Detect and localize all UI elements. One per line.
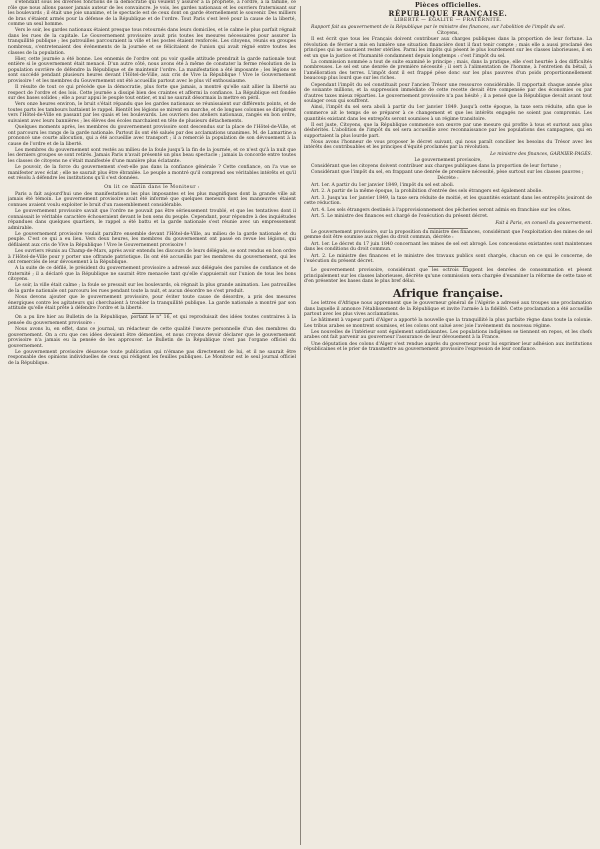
report-paragraph: Ainsi, l'impôt du sel sera aboli à partir du 1er janvier 1849. Jusqu'à cette époque, la taxe sera réduite, afin que le commerce ait le temps de se préparer à ce changement et que les intérêts engagés ne soient pas compromis. Les quantités existant dans les entrepôts seront soumises à un régime transitoire. — [304, 105, 592, 122]
bulletin-paragraph: Le gouvernement provisoire désavoue toute publication qui n'émane pas directement de lui, et il ne saurait être responsable des opinions individuelles de ceux qui rédigent les feuilles publiques. Le Moniteur est le seul journal officiel de la République. — [8, 349, 296, 366]
decree-decree: Décrète : — [437, 176, 459, 182]
body-paragraph: Il résulte de tout ce qui précède que la démocratie, plus forte que jamais, a montré qu'elle sait allier la liberté au respect de l'ordre et des lois. Cette journée a dissipé bien des craintes et affermi la confiance. La République est fondée sur des bases solides ; elle a pour appui le peuple tout entier, et nul ne saurait désormais la mettre en péril. — [8, 84, 296, 102]
report-paragraph: Il est juste, Citoyens, que la République commence son œuvre par une mesure qui profite à tous et surtout aux plus déshérités. L'abolition de l'impôt du sel sera accueillie avec reconnaissance par les populations des campagnes, qui en supportaient la plus lourde part. — [304, 122, 592, 139]
decree2-article: Art. 1er. Le décret du 17 juin 1840 concernant les mines de sel est abrogé. Les concessions existantes sont maintenues dans les conditions du droit commun. — [304, 241, 592, 253]
body-paragraph: Quelques moments après, les membres du gouvernement provisoire sont descendus sur la place de l'Hôtel-de-Ville, et ont parcouru les rangs de la garde nationale. Partout ils ont été salués par des acclamations unanimes. M. de Lamartine a prononcé une courte allocution, qui a été accueillie avec transport ; il a remercié la population de son dévouement à la cause de l'ordre et de la liberté. — [8, 125, 296, 147]
decree-article: Art. 3. Jusqu'au 1er janvier 1849, la taxe sera réduite de moitié, et les quantités existant dans les entrepôts jouiront de cette réduction. — [304, 195, 592, 207]
section-divider — [428, 228, 468, 229]
report-paragraph: Il est écrit que tous les Français doivent contribuer aux charges publiques dans la proportion de leur fortune. La révolution de février a mis en lumière une situation financière dont il faut tenir compte ; mais elle a aussi proclamé des principes qui ne sauraient rester stériles. Parmi les impôts qui pèsent le plus lourdement sur les classes laborieuses, il en est un que la justice et l'humanité condamnent depuis longtemps : c'est l'impôt du sel. — [304, 37, 592, 59]
moniteur-paragraph: Paris a fait aujourd'hui une des manifestations les plus imposantes et les plus magnifiques dont la grande ville ait jamais été témoin. Le gouvernement provisoire avait été informé que quelques meneurs dont les manœuvres étaient connues avaient voulu exploiter le bruit d'un rassemblement considérable. — [8, 191, 296, 208]
moniteur-paragraph: Le gouvernement provisoire voulait paraître ensemble devant l'Hôtel-de-Ville, au milieu de la garde nationale et du peuple. C'est ce qui a eu lieu. Vers deux heures, les membres du gouvernement ont passé en revue les légions, qui défilaient aux cris de Vive la République ! Vive le Gouvernement provisoire ! — [8, 231, 296, 248]
body-paragraph: Vers le soir, les gardes nationaux étaient presque tous retournés dans leurs domiciles, et le calme le plus parfait régnait dans les rues de la capitale. Le Gouvernement provisoire avait pris toutes les mesures nécessaires pour assurer la tranquillité publique ; les patrouilles parcouraient la ville et les postes étaient renforcés. Les citoyens, réunis en groupes nombreux, s'entretenaient des événements de la journée et se félicitaient de l'union qui avait régné entre toutes les classes de la population. — [8, 28, 296, 56]
salutation: Citoyens, — [437, 30, 459, 36]
report-title: Rapport fait au gouvernement de la République par le ministre des finances, sur l'abolition de l'impôt du sel. — [311, 24, 566, 30]
decree-article: Art. 4. Les sels étrangers destinés à l'approvisionnement des pêcheries seront admis en franchise sur les côtes. — [311, 207, 572, 213]
decree2-article: Art. 2. Le ministre des finances et le ministre des travaux publics sont chargés, chacun en ce qui le concerne, de l'exécution du présent décret. — [304, 253, 592, 265]
decree-article: Art. 5. Le ministre des finances est chargé de l'exécution du présent décret. — [311, 214, 489, 220]
decree-considering: Considérant que l'impôt du sel, en frappant une denrée de première nécessité, pèse surtout sur les classes pauvres ; — [311, 169, 584, 175]
right-column — [304, 0, 592, 849]
body-paragraph: Les membres du gouvernement sont restés au milieu de la foule jusqu'à la fin de la journée, et ce n'est qu'à la nuit que les derniers groupes se sont retirés. Jamais Paris n'avait présenté un plus beau spectacle ; jamais la concorde entre toutes les classes de citoyens ne s'était manifestée d'une manière plus éclatante. — [8, 147, 296, 164]
top-paragraph: s'étendant sous les diverses fonctions de la démocratie qui veulent y assurer à la propriété, à l'ordre, à la famille, ce rôle que nous allons passer jamais auteur de les convaincre. Je vois, les gardes nationaux et les ouvriers fraternisant sur les boulevards ; il était une joie unanime, et le spectacle est de ceux dont on garde éternellement le souvenir. Des milliers de bras s'étaient armés pour la défense de la République et de l'ordre. Tout Paris s'est levé pour la cause de la liberté, comme un seul homme. — [8, 0, 296, 28]
report-paragraph: Cependant l'impôt du sel constituait pour l'ancien Trésor une ressource considérable. Il rapportait chaque année plus de soixante millions, et la suppression immédiate de cette recette devait être compensée par des économies ou par d'autres taxes mieux réparties. Le gouvernement provisoire n'a pas hésité ; il a pensé que la République devait avant tout soulager ceux qui souffrent. — [304, 82, 592, 105]
bulletin-intro: On a pu lire hier au Bulletin de la République, portant le n° 16, et qui reproduisait des idées toutes contraires à la pensée du gouvernement provisoire : — [8, 315, 296, 326]
moniteur-paragraph: Le gouvernement provisoire savait que l'ordre ne pouvait pas être sérieusement troublé, et que les tentatives dont il connaissait le véritable caractère échoueraient devant le bon sens du peuple. Cependant, pour répondre à des inquiétudes répandues dans quelques quartiers, le rappel a été battu et la garde nationale s'est réunie avec un empressement admirable. — [8, 208, 296, 231]
moniteur-paragraph: Nous devons ajouter que le gouvernement provisoire, pour éviter toute cause de désordre, a pris des mesures énergiques contre les agitateurs qui cherchaient à troubler la tranquillité publique. La garde nationale a montré par son attitude qu'elle était prête à défendre l'ordre et la liberté. — [8, 295, 296, 312]
body-paragraph: Hier, cette journée a été bonne. Les ennemis de l'ordre ont pu voir quelle attitude prendrait la garde nationale tout entière si le gouvernement était menacé. D'un autre côté, nous avons été à même de constater la ferme résolution de la population ouvrière de défendre la République et de maintenir l'ordre. La manifestation a été imposante ; les légions se sont succédé pendant plusieurs heures devant l'Hôtel-de-Ville, aux cris de Vive la République ! Vive le Gouvernement provisoire ! et les membres du Gouvernement ont été accueillis partout avec le plus vif enthousiasme. — [8, 56, 296, 84]
left-column — [8, 0, 296, 849]
decree2-paragraph: Le gouvernement provisoire, sur la proposition du ministre des finances, considérant que l'exploitation des mines de sel gemme doit être soumise aux règles du droit commun, décrète : — [304, 229, 592, 241]
section-divider — [132, 313, 172, 314]
africa-paragraph: Une députation des colons d'Alger s'est rendue auprès du gouverneur pour lui exprimer leur adhésion aux institutions républicaines et le prier de transmettre au gouvernement provisoire l'expression de leur confiance. — [304, 341, 592, 353]
moniteur-paragraph: A la suite de ce défilé, le président du gouvernement provisoire a adressé aux délégués des paroles de confiance et de fraternité ; il a déclaré que la République ne saurait être menacée tant qu'elle s'appuierait sur l'union de tous les bons citoyens. — [8, 266, 296, 283]
decree-considering: Considérant que les citoyens doivent contribuer aux charges publiques dans la proportion de leur fortune ; — [311, 163, 561, 169]
report-paragraph: La commission nommée a tout de suite examiné le principe ; mais, dans la pratique, elle s'est heurtée à des difficultés nombreuses. Le sel est une denrée de première nécessité ; il sert à l'alimentation de l'homme, à l'entretien du bétail, à l'amélioration des terres. L'impôt dont il est frappé pèse donc sur les plus pauvres d'un poids proportionnellement beaucoup plus lourd que sur les riches. — [304, 59, 592, 82]
motto: LIBERTÉ — ÉGALITÉ — FRATERNITÉ. — [394, 18, 502, 24]
africa-paragraph: Le bâtiment à vapeur parti d'Alger a apporté la nouvelle que la tranquillité la plus parfaite règne dans toute la colonie. Les tribus arabes se montrent soumises, et les colons ont salué avec joie l'avènement du nouveau régime. — [304, 318, 592, 329]
decree-intro: Le gouvernement provisoire, — [414, 157, 482, 163]
decree3-paragraph: Le gouvernement provisoire, considérant que les octrois frappent les denrées de consommation et pèsent principalement sur les classes laborieuses, décrète qu'une commission sera chargée d'examiner la réforme de cette taxe et d'en présenter les bases dans le plus bref délai. — [304, 268, 592, 285]
body-paragraph: Vers onze heures environ, le bruit s'était répandu que les gardes nationaux se réunissaient sur différents points, et de toutes parts les tambours battaient le rappel. Bientôt les légions se mirent en marche, et de longues colonnes se dirigèrent vers l'Hôtel-de-Ville en passant par les quais et les boulevards. Les ouvriers des ateliers nationaux, rangés en bon ordre, suivaient avec leurs bannières ; les élèves des écoles marchaient en tête de plusieurs détachements. — [8, 102, 296, 124]
africa-paragraph: Les lettres d'Afrique nous apprennent que le gouverneur général de l'Algérie a adressé aux troupes une proclamation dans laquelle il annonce l'établissement de la République et invite l'armée à la fidélité. Cette proclamation a été accueillie partout avec les plus vives acclamations. — [304, 301, 592, 318]
section-divider — [132, 183, 172, 184]
decree-article: Art. 2. A partir de la même époque, la prohibition d'entrée des sels étrangers est également abolie. — [311, 189, 543, 195]
decree-article: Art. 1er. A partir du 1er janvier 1849, l'impôt du sel est aboli. — [311, 182, 455, 188]
report-signature: Le ministre des finances, GARNIER-PAGÈS. — [490, 151, 592, 157]
column-divider — [300, 6, 301, 845]
body-paragraph: Le pouvoir, de la force du gouvernement s'est-elle pas dans la confiance générale ? Cette confiance, on l'a vue se manifester avec éclat ; elle ne saurait plus être ébranlée. Le peuple a montré qu'il comprend ses véritables intérêts et qu'il est résolu à défendre les institutions qu'il s'est données. — [8, 165, 296, 182]
report-paragraph: Nous avons l'honneur de vous proposer le décret suivant, qui nous paraît concilier les besoins du Trésor avec les intérêts des contribuables et les principes d'équité proclamés par la révolution. — [304, 139, 592, 151]
bulletin-paragraph: Nous avons lu, en effet, dans ce journal, un rédacteur de cette qualité l'œuvre personnelle d'un des membres du gouvernement. On a cru que ces idées devaient être démenties, et nous croyons devoir déclarer que le gouvernement provisoire n'a jamais eu la pensée de les approuver. Le Bulletin de la République n'est pas l'organe officiel du gouvernement. — [8, 326, 296, 349]
moniteur-paragraph: Le soir, la ville était calme ; la foule se pressait sur les boulevards, où régnait la plus grande animation. Les patrouilles de la garde nationale ont parcouru les rues pendant toute la nuit, et aucun désordre ne s'est produit. — [8, 283, 296, 295]
republic-heading: RÉPUBLIQUE FRANÇAISE. — [388, 8, 508, 18]
africa-paragraph: Les nouvelles de l'intérieur sont également satisfaisantes. Les populations indigènes se tiennent en repos, et les chefs arabes ont fait parvenir au gouverneur l'assurance de leur dévouement à la France. — [304, 329, 592, 341]
section-heading: On lit ce matin dans le Moniteur : — [104, 185, 200, 191]
africa-heading: Afrique française. — [392, 287, 504, 301]
official-heading: Pièces officielles. — [414, 2, 482, 9]
decree-signature: Fait à Paris, en conseil du gouvernement. — [495, 220, 592, 226]
section-divider — [428, 266, 468, 267]
moniteur-paragraph: Les ouvriers réunis au Champ-de-Mars, après avoir entendu les discours de leurs délégués, se sont rendus en bon ordre à l'Hôtel-de-Ville pour y porter une offrande patriotique. Ils ont été accueillis par les membres du gouvernement, qui les ont remerciés de leur dévouement à la République. — [8, 249, 296, 266]
